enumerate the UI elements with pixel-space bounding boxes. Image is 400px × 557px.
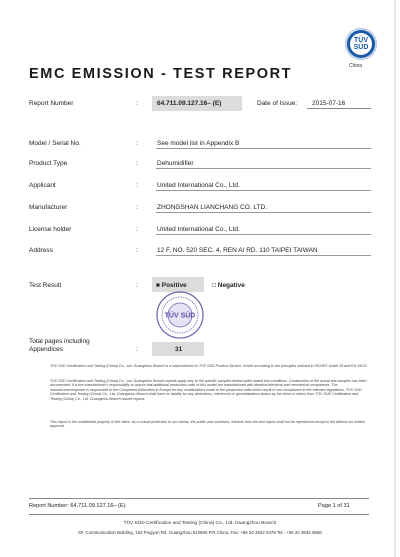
logo-subtitle: China <box>349 63 363 69</box>
footer-divider <box>29 498 369 499</box>
colon: : <box>136 247 138 254</box>
field-value: See model list in Appendix B <box>157 140 240 147</box>
colon: : <box>136 182 138 189</box>
footer-report-number: Report Number: 64.711.09.127.16– (E) <box>29 503 126 509</box>
report-number-label: Report Number <box>29 100 74 107</box>
tuv-logo-text: TÜV SÜD <box>350 33 372 55</box>
field-underline <box>156 190 371 191</box>
field-underline <box>156 234 371 235</box>
footer-company: TÜV SÜD Certification and Testing (China) Co., Ltd. Guangzhou Branch <box>123 521 277 526</box>
negative-label: Negative <box>217 282 245 289</box>
colon: : <box>136 160 138 167</box>
unchecked-box-icon: □ <box>212 282 216 289</box>
field-label: Manufacturer <box>29 204 68 211</box>
fine-print-paragraph: TÜV SÜD Certification and Testing (China) Co., Ltd. Guangzhou Branch is a subcontractor to TÜV SÜD Product Service, GmbH according to the principles outlined in ISO/IEC Guide 28 and EN 45011. <box>50 364 369 368</box>
report-number-value: 64.711.09.127.16– (E) <box>157 100 222 107</box>
field-label: Model / Serial No. <box>29 140 81 147</box>
field-value: Dehumidifier <box>157 160 194 167</box>
field-underline <box>156 148 371 149</box>
issue-date-underline <box>307 108 371 109</box>
colon: : <box>136 204 138 211</box>
field-label: Applicant <box>29 182 56 189</box>
page-title: EMC EMISSION - TEST REPORT <box>29 66 293 82</box>
checked-box-icon: ■ <box>156 282 160 289</box>
total-pages-label-2: Appendices <box>29 346 63 353</box>
negative-option <box>212 282 245 289</box>
total-pages-value: 31 <box>175 346 183 353</box>
field-value: United International Co., Ltd. <box>157 182 240 189</box>
total-pages-label: Total pages including <box>29 338 90 345</box>
footer-page-number: Page 1 of 31 <box>318 503 350 509</box>
colon: : <box>136 226 138 233</box>
field-label: Address <box>29 247 53 254</box>
positive-label: Positive <box>161 282 187 289</box>
stamp-text: TÜV SÜD <box>164 312 196 320</box>
issue-date-label: Date of Issue: <box>257 100 298 107</box>
tuv-logo <box>345 28 377 60</box>
page-edge <box>394 0 396 557</box>
field-underline <box>156 212 371 213</box>
fine-print-paragraph: This report is the confidential property of the client. As a mutual protection to our clients, the public and ourselves, extracts from the test report shall not be reproduced except in full without our written approval. <box>50 420 365 429</box>
tuv-stamp-icon <box>155 290 205 340</box>
field-value: United International Co., Ltd. <box>157 226 240 233</box>
colon: : <box>136 140 138 147</box>
test-result-label: Test Result <box>29 282 62 289</box>
colon: : <box>136 282 138 289</box>
footer-divider <box>29 514 369 515</box>
colon: : <box>136 346 138 353</box>
field-value: 12 F, NO. 520 SEC. 4, REN AI RD. 110 TAIPEI TAIWAN <box>157 247 318 254</box>
fine-print-paragraph: TÜV SÜD Certification and Testing (China) Co., Ltd. Guangzhou Branch reports apply only to the specific samples tested under stated test conditions. Construction of the actual test samples has been documented. It is the manufacturer's responsibility to assure that additional production units of this model are manufactured with identical electrical and mechanical components. The manufacturer/importer is responsible to the Competent Authorities in Europe for any modifications made to the production units which result in non-compliance to the relevant regulations. TÜV SÜD Certification and Testing (China) Co., Ltd. Guangzhou Branch shall have no liability for any deductions, inferences or generalizations drawn by the client or others from TÜV SÜD Certification and Testing (China) Co., Ltd. Guangzhou Branch issued reports. <box>50 379 367 401</box>
issue-date-value: 2015-07-16 <box>312 100 346 107</box>
field-label: Product Type <box>29 160 68 167</box>
field-value: ZHONGSHAN LIANCHANG CO. LTD. <box>157 204 268 211</box>
field-label: License holder <box>29 226 72 233</box>
field-underline <box>156 255 371 256</box>
positive-option <box>156 282 187 289</box>
field-underline <box>156 168 371 169</box>
colon: : <box>136 100 138 107</box>
footer-address: 5F, Communication Building, 163 Pingyun Rd. Guangzhou 510665 P.R.China, Fax: +86 20 3832 0478 Tel.: +86 20 3832 0666 <box>78 530 322 535</box>
